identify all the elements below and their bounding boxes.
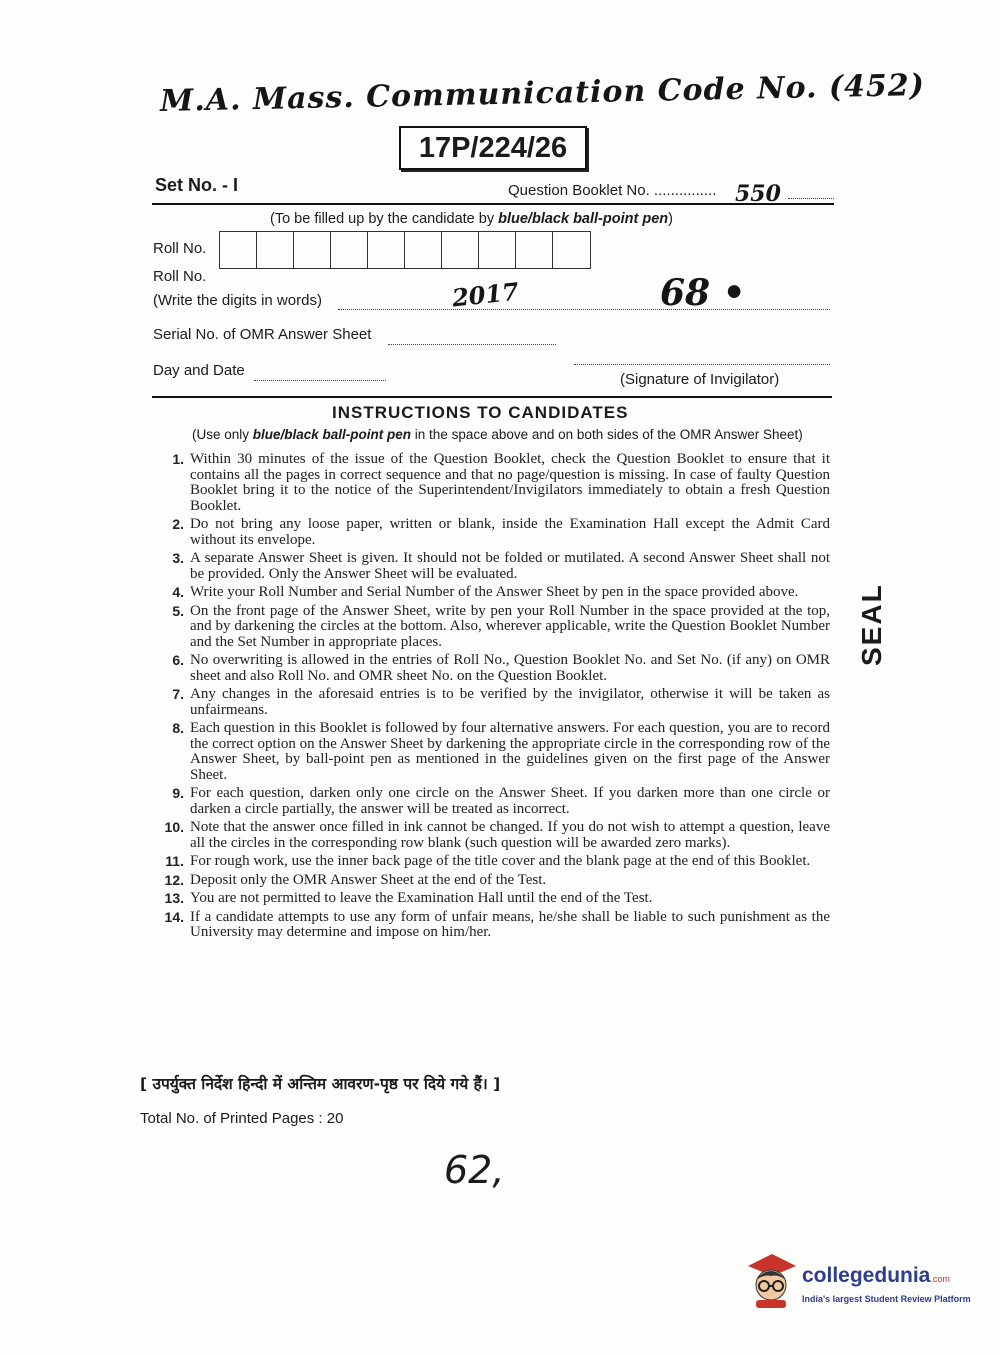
fill-note: (To be filled up by the candidate by blue/black ball-point pen) xyxy=(270,211,673,227)
collegedunia-mascot-icon xyxy=(742,1252,800,1310)
roll-digit-box[interactable] xyxy=(405,232,442,268)
divider xyxy=(152,396,832,398)
instruction-item: 4. Write your Roll Number and Serial Number of the Answer Sheet by pen in the space provided above. xyxy=(172,584,799,600)
use-only-note: (Use only blue/black ball-point pen in the space above and on both sides of the OMR Answer Sheet) xyxy=(192,427,803,442)
instruction-item: 3. A separate Answer Sheet is given. It should not be folded or mutilated. A second Answer Sheet shall not be provided. Only the Answer Sheet will be evaluated. xyxy=(172,550,830,582)
instruction-item: 7. Any changes in the aforesaid entries is to be verified by the invigilator, otherwise it will be taken as unfairmeans. xyxy=(172,686,830,718)
serial-omr-line[interactable] xyxy=(388,332,556,345)
handwritten-number: 62, xyxy=(444,1148,505,1192)
roll-digit-box[interactable] xyxy=(368,232,405,268)
instruction-item: 2. Do not bring any loose paper, written or blank, inside the Examination Hall except the Admit Card without its envelope. xyxy=(172,516,830,548)
handwritten-mark: 68 • xyxy=(660,272,746,314)
seal-label: SEAL xyxy=(856,583,887,666)
roll-digit-box[interactable] xyxy=(294,232,331,268)
roll-no-words-label: Roll No. xyxy=(153,268,207,285)
roll-no-words-sublabel: (Write the digits in words) xyxy=(153,292,322,309)
roll-digit-box[interactable] xyxy=(553,232,590,268)
roll-digit-box[interactable] xyxy=(257,232,294,268)
roll-digit-box[interactable] xyxy=(442,232,479,268)
roll-digit-box[interactable] xyxy=(516,232,553,268)
instruction-item: 13. You are not permitted to leave the Examination Hall until the end of the Test. xyxy=(164,890,653,906)
instruction-item: 9. For each question, darken only one circle on the Answer Sheet. If you darken more than one circle or darken a circle partially, the answer will be treated as incorrect. xyxy=(172,785,830,817)
total-pages: Total No. of Printed Pages : 20 xyxy=(140,1110,344,1127)
instruction-item: 6. No overwriting is allowed in the entries of Roll No., Question Booklet No. and Set No. (if any) on OMR sheet and also Roll No. and OMR sheet No. on the Question Booklet. xyxy=(172,652,830,684)
roll-digit-box[interactable] xyxy=(220,232,257,268)
serial-omr-label: Serial No. of OMR Answer Sheet xyxy=(153,326,372,343)
roll-digit-box[interactable] xyxy=(479,232,516,268)
handwritten-title: M.A. Mass. Communication Code No. (452) xyxy=(159,67,926,120)
instruction-item: 11. For rough work, use the inner back page of the title cover and the blank page at the end of this Booklet. xyxy=(165,853,811,869)
roll-no-label: Roll No. xyxy=(153,240,207,257)
instruction-item: 8. Each question in this Booklet is followed by four alternative answers. For each question, you are to record the correct option on the Answer Sheet by darkening the appropriate circle in the corresponding row of the Answer Sheet, by ball-point pen as mentioned in the guidelines given on the first page of the Answer Sheet. xyxy=(172,720,830,783)
question-booklet-label: Question Booklet No. ............... xyxy=(508,182,717,199)
question-booklet-dotline xyxy=(788,184,834,199)
signature-label: (Signature of Invigilator) xyxy=(620,371,780,388)
collegedunia-logo-text[interactable]: collegedunia.com xyxy=(802,1264,950,1287)
instruction-item: 14. If a candidate attempts to use any form of unfair means, he/she shall be liable to such punishment as the University may determine and impose on him/her. xyxy=(164,908,830,940)
question-booklet-number: 550 xyxy=(735,181,781,207)
instruction-item: 12. Deposit only the OMR Answer Sheet at the end of the Test. xyxy=(164,871,547,888)
roll-no-words-line[interactable] xyxy=(338,297,830,310)
day-date-label: Day and Date xyxy=(153,362,245,379)
instruction-item: 10. Note that the answer once filled in ink cannot be changed. If you do not wish to attempt a question, leave all the circles in the corresponding row blank (such question will be awarded zero marks). xyxy=(164,819,830,851)
collegedunia-tagline: India's largest Student Review Platform xyxy=(802,1294,971,1304)
instructions-list xyxy=(158,452,830,944)
set-number: Set No. - I xyxy=(155,175,239,195)
roll-digit-box[interactable] xyxy=(331,232,368,268)
day-date-line[interactable] xyxy=(254,368,386,381)
instruction-item: 1. Within 30 minutes of the issue of the Question Booklet, check the Question Booklet to ensure that it contains all the pages in correct sequence and that no page/question is missing. In case of faulty Question Booklet bring it to the notice of the Superintendent/Invigilators immediately to obtain a fresh Question Booklet. xyxy=(172,451,830,514)
roll-no-words-value: 2017 xyxy=(450,276,521,313)
signature-line[interactable] xyxy=(574,352,830,365)
divider xyxy=(152,203,834,205)
booklet-code: 17P/224/26 xyxy=(399,126,587,170)
hindi-note: [ उपर्युक्त निर्देश हिन्दी में अन्तिम आवरण-पृष्ठ पर दिये गये हैं। ] xyxy=(140,1075,501,1093)
roll-no-boxes[interactable] xyxy=(219,231,591,269)
instruction-item: 5. On the front page of the Answer Sheet, write by pen your Roll Number in the space provided at the top, and by darkening the circles at the bottom. Also, wherever applicable, write the Question Booklet Number and the Set Number in appropriate places. xyxy=(172,602,830,650)
instructions-heading: INSTRUCTIONS TO CANDIDATES xyxy=(332,403,629,422)
